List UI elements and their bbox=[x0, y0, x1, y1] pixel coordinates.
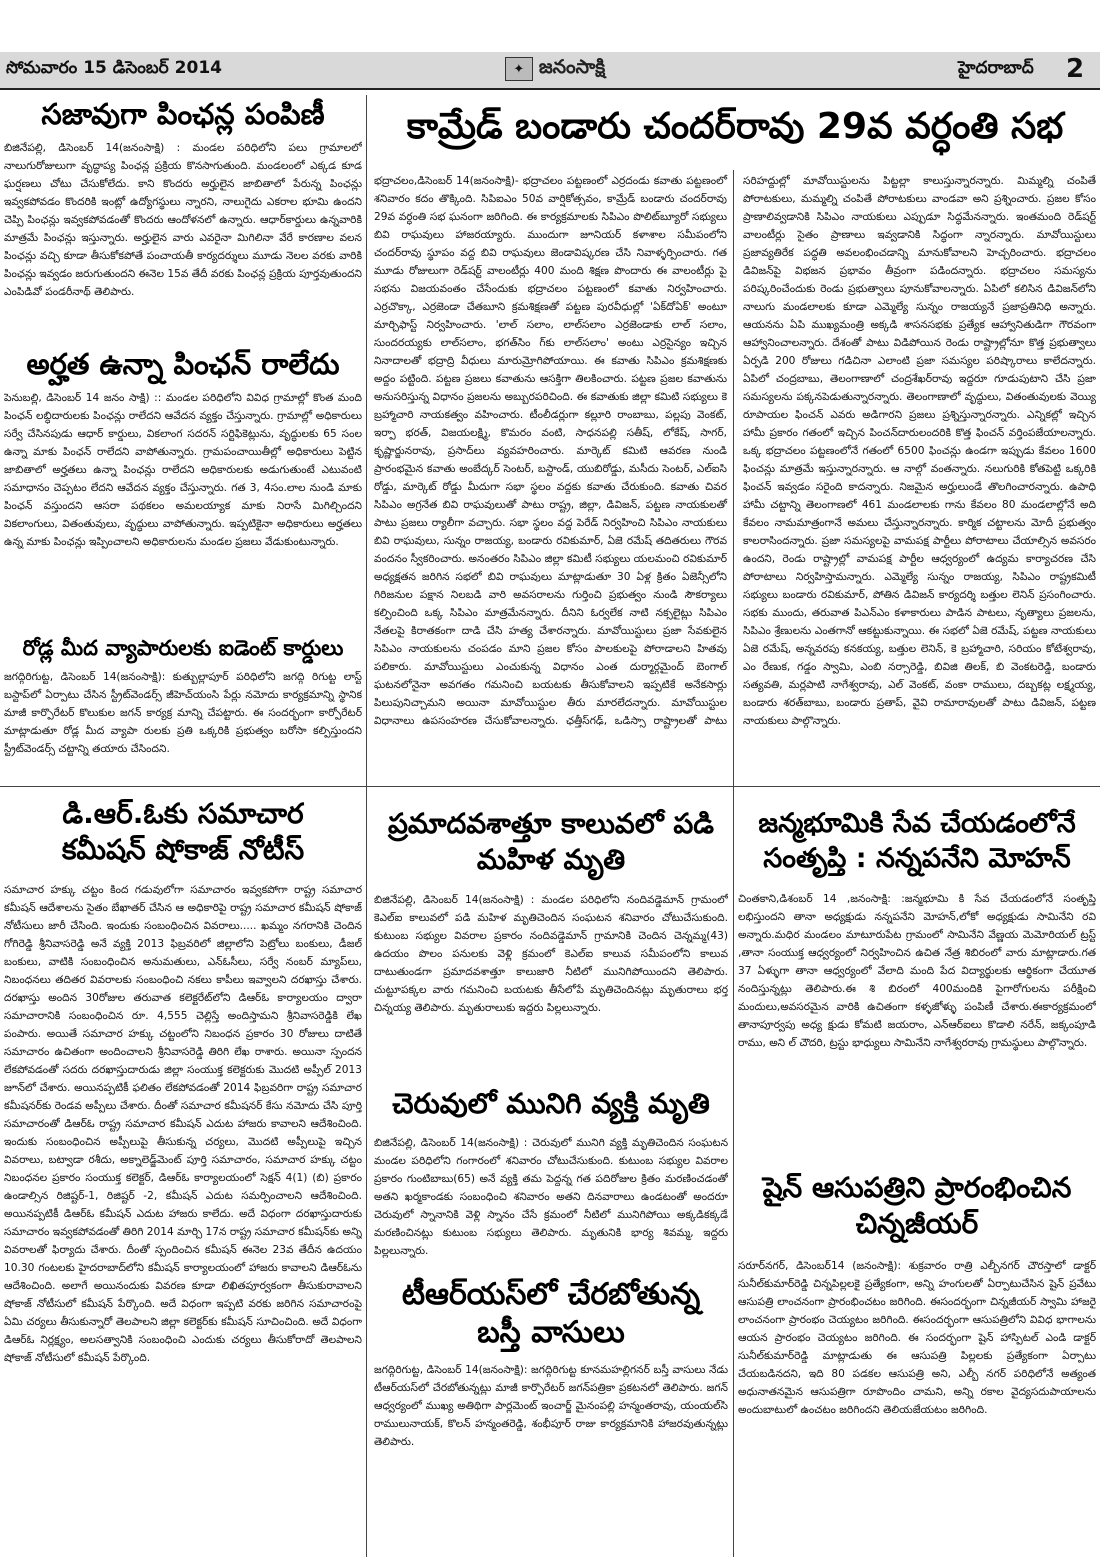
story-comrade-headline bbox=[374, 96, 1096, 166]
headline: కామ్రేడ్‌ బండారు చందర్‌రావు 29వ వర్ధంతి సభ bbox=[406, 106, 1064, 147]
headline: సజావుగా పింఛన్ల పంపిణీ bbox=[41, 98, 325, 131]
logo-text: జనంసాక్షి bbox=[538, 55, 606, 78]
issue-date: సోమవారం 15 డిసెంబర్ 2014 bbox=[6, 58, 222, 78]
masthead bbox=[0, 52, 1100, 88]
story-body: పెనుబల్లి, డిసెంబర్‌ 14 జనం సాక్షి) :: మండల పరిధిలోని వివిధ గ్రామాల్లో కొంత మంది పింఛన్‌ లబ్ధిదారులకు పింఛన్లు రాలేదని ఆవేదన వ్యక్తం చేస్తున్నారు. గ్రామాల్లో అధికారులు సర్వే చేసినపుడు ఆధార్‌ కార్డులు, వికలాంగ సదరన్‌ సర్టిఫికెట్లును, వృద్ధులకు 65 సంల ఉన్నా మాకు పింఛన్‌ రాలేదని వాపోతున్నారు. గ్రామపంచాయితీల్లో అధికారులు పెట్టిన జాబితాలో అర్హతలు ఉన్నా పింఛన్లు రాలేదని అధికారులకు అడుగుతుంటే ఎటువంటి సమాధానం చెప్పటం లేదని ఆవేదన వ్యక్తం చేస్తున్నారు. గత 3, 4సం.లాల నుండి మాకు పింఛన్‌ వస్తుందని ఆసరా పథకలం అమలయ్యాక మాకు నిరాసే మిగిల్చిందని వికలాంగులు, వితంతువులు, వృద్ధులు వాపోతున్నారు. ఇప్పటికైనా అధికారులు అర్హతలు ఉన్న మాకు పింఛన్లు ఇప్పించాలని అధికారులను మండల ప్రజలు వేడుకుంటున్నారు. bbox=[4, 392, 362, 549]
page-number: 2 bbox=[1066, 54, 1085, 84]
story-body: భద్రాచలం,డిసెంబర్‌ 14(జనంసాక్షి)- భద్రాచలం పట్టణంలో ఎర్రదండు కవాతు పట్టణంలో శనివారం కదం తొక్కింది. సిపిఐఎం 50వ వార్షికోత్సవం, కామ్రేడ్‌ బండారు చందర్‌రావు 29వ వర్ధంతి సభ ఘనంగా జరిగింది. ఈ కార్యక్రమాలకు సిపిఎం పొలిట్‌బ్యూరో సభ్యులు బివి రాఘవులు హాజరయ్యారు. ముందుగా జూనియర్‌ కళాశాల సమీపంలోని చందర్‌రావు స్థూపం వద్ద బివి రాఘవులు జెండావిష్కరణ చేసి నివాళ్ళర్పించారు. గత మూడు రోజులుగా రెడ్‌షర్ట్‌ వాలంటీర్లు 400 మంది శిక్షణ పొందారు ఈ వాలంటీర్లు పై సభను విజయవంతం చేసేందుకు భద్రాచలం పట్టణంలో కవాతు నిర్వహించారు. ఎర్రచొక్కా, ఎర్రజెండా చేతబూని క్రమశిక్షణతో పట్టణ పురవీధుల్లో 'ఏక్‌దోఏక్‌' అంటూ మార్చిఫాస్ట్‌ నిర్వహించారు. 'లాల్‌ సలాం, లాల్‌సలాం ఎర్రజెండాకు లాల్‌ సలాం, సుందరయ్యకు లాల్‌సలాం, భగత్‌సిం గ్‌కు లాల్‌సలాం' అంటు ఎర్రసైన్యం ఇచ్చిన నినాదాలతో భద్రాద్రి వీధులు మారుమ్రోగిపోయాయి. ఈ కవాతు సిపిఎం క్రమశిక్షణకు అద్దం పట్టింది. పట్టణ ప్రజలు కవాతును ఆసక్తిగా తిలకించారు. పట్టణ ప్రజల కవాతును అనుసరిస్తున్న విధానం ప్రజలను అబ్బురపరిచింది. ఈ కవాతుకు జిల్లా కమిటి సభ్యులు కె బ్రహ్మాచారి నాయకత్వం వహించారు. టీంలీడర్లుగా కల్లూరి రాంబాబు, పల్లపు వెంకట్‌, ఇర్పా భరత్‌, విజయలక్ష్మి, కొమరం వంటి, సాధనపల్లి సతీష్‌, లోకేష్‌, సాగర్‌, కృష్ణార్జునరావు, ప్రసాద్‌లు వ్యవహరించారు. మార్కెట్‌ కమిటి ఆవరణ నుండి ప్రారంభమైన కవాతు అంబేద్కర్‌ సెంటర్‌, బస్టాండ్‌, యుబిరోడ్డు, మసీదు సెంటర్‌, ఎల్‌ఐసి రోడ్డు, మార్కెట్‌ రోడ్డు మీదుగా సభా స్థలం వద్దకు కవాతు చేరుకుంది. కవాతు చివర సిపిఎం అగ్రనేత బివి రాఘవులుతో పాటు రాష్ట్ర, జిల్లా, డివిజన్‌, పట్టణ నాయకులతో పాటు ప్రజలు ర్యాలీగా వచ్చారు. సభా స్థలం వద్ద పెరేడ్‌ నిర్వహించి సిపిఎం నాయకులు బివి రాఘవులు, సున్నం రాజయ్య, బండారు రవికుమార్‌, ఏజె రమేష్‌ తదితరులు గౌరవ వందనం స్వీకరించారు. అనంతరం సిపిఎం జిల్లా కమిటీ సభ్యులు యలమంచి రవికుమార్‌ అధ్యక్షతన జరిగిన సభలో బివి రాఘవులు మాట్లాడుతూ 30 ఏళ్ల క్రితం ఏజెన్సీలోని గిరిజనుల పక్షాన నిలబడి వారి అవసరాలను గుర్తించి ప్రభుత్వం నుండి సౌకర్యాలు కల్పించింది ఒక్క సిపిఎం మాత్రమేనన్నారు. దీనిని ఓర్వలేక నాటి నక్సలైట్లు సిపిఎం నేతలపై కిరాతకంగా దాడి చేసి హత్య చేశారన్నారు. మావోయిస్టులు ప్రజా సేవకులైన సిపిఎం నాయకులను చంపడం మాని ప్రజల కోసం పాలకులపై పోరాడాలని హితవు పలికారు. మావోయిస్టులు ఎంచుకున్న విధానం ఎంత దుర్మార్గమైంద్‌ బెంగాల్‌ ఘటనలోనైనా అవగతం గమనించి బయటకు తీసుకోవాలని ఇప్పటికే అనేకసార్లు పిలుపునిచ్చామని అయినా మావోయిస్టుల తీరు మారలేదన్నారు. మావోయిస్టుల విధానాలు ఉపసంహరణ చేసుకోవాలన్నారు. ఛత్తీస్‌గఢ్‌, ఒడిస్సా రాష్ట్రాలతో పాటు సరిహద్దుల్లో మావోయిస్టులను పిట్టల్లా కాలుస్తున్నారన్నారు. మిమ్మల్ని చంపితే పోరాటకులు, మమ్మల్ని చంపితే పోరాటకులు వాండవా అని ప్రశ్నించారు. ప్రజల కోసం ప్రాణాలివ్వడానికి సిపిఎం నాయకులు ఎప్పుడూ సిద్ధమేనన్నారు. ఇంతమంది రెడ్‌షర్ట్‌ వాలంటీర్లు సైతం ప్రాణాలు ఇవ్వడానికి సిద్ధంగా న్నారన్నారు. మావోయిస్టులు ప్రజావ్యతిరేక పద్ధతి అవలంభించడాన్ని మానుకోవాలని హెచ్చరించారు. భద్రాచలం డివిజన్‌పై విభజన ప్రభావం తీవ్రంగా పడిందన్నారు. భద్రాచలం సమస్యను పరిష్కరించేందుకు రెండు ప్రభుత్వాలు పూనుకోవాలన్నారు. ఏపిలో కలిసిన డివిజన్‌లోని నాలుగు మండలాలకు కూడా ఎమ్మెల్యే సున్నం రాజయ్యనే ప్రజాప్రతినిధి అన్నారు. ఆయనను ఏపి ముఖ్యమంత్రి అక్కడి శాసనసభకు ప్రత్యేక ఆహ్వానితుడిగా గౌరవంగా ఆహ్వానించాలన్నారు. దేశంతో పాటు విడిపోయిన రెండు రాష్ట్రాల్లోనూ కొత్త ప్రభుత్వాలు ఏర్పడి 200 రోజులు గడిచినా ఎలాంటి ప్రజా సమస్యల పరిష్కారాలు కాలేదన్నారు. ఏపిలో చంద్రబాబు, తెలంగాణాలో చంద్రశేఖర్‌రావు ఇద్దరూ గూడుపుటాని చేసి ప్రజా సమస్యలను పక్కనపెడుతున్నారన్నారు. తెలంగాణాలో వృద్ధులు, వితంతువులకు వెయ్యి రూపాయల ఫించన్‌ ఎవరు అడిగారని ప్రజలు ప్రశ్నిస్తున్నారన్నారు. ఎన్నికల్లో ఇచ్చిన హామీ ప్రకారం గతంలో ఇచ్చిన పించన్‌దారులందరికి కొత్త ఫించన్‌ వర్తింపజేయాలన్నారు. ఒక్క భద్రాచలం పట్టణంలోనే గతంలో 6500 ఫించన్లు ఉండగా ఇప్పుడు కేవలం 1600 ఫించన్లు మాత్రమే ఇస్తున్నారన్నారు. ఆ నాల్గో వంతన్నారు. నలుగురికి కోతపెట్టి ఒక్కరికి ఫించన్‌ ఇవ్వడం సరైంది కాదన్నారు. నిజమైన అర్హులుండే తొలగించారన్నారు. ఉపాధి హామీ చట్టాన్ని తెలంగాణలో 461 మండలాలకు గాను కేవలం 80 మండలాల్లోనే అది కేవలం నామమాత్రంగానే అమలు చేస్తున్నారన్నారు. కార్మిక చట్టాలను మోదీ ప్రభుత్వం కాలరాసిందన్నారు. ప్రజా సమస్యలపై వామపక్ష పార్టీలు పోరాటాలు చేయాల్సిన అవసరం ఉందని, రెండు రాష్ట్రాల్లో వామపక్ష పార్టీల ఆధ్వర్యంలో ఉద్యమ కార్యాచరణ చేసి పోరాటాలు నిర్వహిస్తామన్నారు. ఎమ్మెల్యే సున్నం రాజయ్య, సిపిఎం రాష్ట్రకమిటీ సభ్యులు బండారు రవికుమార్‌, పోతిన డివిజన్‌ కార్యదర్శి బత్తుల లెనిన్‌ ప్రసంగించారు. సభకు ముందు, తరువాత పిఎన్‌ఎం కళాకారులు పాడిన పాటలు, నృత్యాలు ప్రజలను, సిపిఎం శ్రేణులను ఎంతగానో ఆకట్టుకున్నాయి. ఈ సభలో ఏజె రమేష్‌, పట్టణ నాయకులు ఏజె రమేష్‌, అన్నవరపు కనకయ్య, బత్తుల లెనిన్‌, కె బ్రహ్మాచారి, సరియం కోటేశ్వరావు, ఎం రేణుక, గడ్డం స్వామి, ఎంబి నర్సారెడ్డి, బివిజి తిలక్‌, బి వెంకటరెడ్డి, బండారు సత్యవతి, మర్లపాటి నాగేశ్వరావు, ఎల్‌ వెంకట్‌, వంకా రాములు, దబ్బకట్ల లక్ష్మయ్య, బండారు శరత్‌బాబు, బండారు ప్రతాప్‌, వైవి రామారావులతో పాటు డివిజన్‌, పట్టణ నాయకులు పాల్గొన్నారు. bbox=[374, 175, 1096, 727]
headline: జన్మభూమికి సేవ చేయడంలోనే సంతృప్తి : నన్నపనేని మోహన్‌ bbox=[758, 808, 1076, 875]
story-body: జగద్గిరిగుట్ట, డిసెంబర్‌ 14(జనంసాక్షి): కుత్బుల్లాపూర్‌ పరిధిలోని జగద్గి రిగుట్ట లాస్ట్‌ బస్టాప్‌లో ఏర్పాటు చేసిన స్ట్రీట్‌వెండర్స్‌ జీహెచ్‌యంసి పేర్లు నమోదు కార్యక్రమాన్ని స్థానిక మాజీ కార్పొరేటర్‌ కొలుకుల జగన్‌ కార్యక్ర మాన్ని చేపట్టారు. ఈ సందర్భంగా కార్పోరేటర్‌ మాట్లాడుతూ రోడ్ల మీద వ్యాపా రులకు ప్రతి ఒక్కరికి ప్రభుత్వం బరోసా కల్పిస్తుందని స్ట్రీట్‌వెండర్స్‌ చట్టాన్ని తయారు చేసిందని. bbox=[4, 671, 362, 756]
headline: టీఆర్‌యస్‌లో చేరబోతున్న బస్తీ వాసులు bbox=[401, 1277, 701, 1350]
story-comrade bbox=[374, 172, 1096, 780]
story-body: జగద్గిరిగుట్ట, డిసెంబర్‌ 14(జనంసాక్షి): జగద్గిరిగుట్ట కూనమహల్లిగనర్‌ బస్తీ వాసులు నేడు టీఆర్‌యస్‌లో చేరబోతున్నట్లు మాజీ కార్పొరేటర్‌ జగన్‌పత్రికా ప్రకటనలో తెలిపారు. జగన్‌ ఆధ్వర్యంలో ముఖ్య అతిథిగా పార్లమెంట్‌ ఇంచార్జ్‌ మైనంపల్లి హన్మంతరావు, యంయల్‌సి రాములునాయక్‌, కొలన్‌ హన్మంతరెడ్డి, శంభీపూర్‌ రాజు కార్యక్రమానికి హాజరవుతున్నట్లు తెలిపారు. bbox=[374, 1364, 728, 1448]
story-pension bbox=[4, 98, 362, 336]
story-body: బిజినేపల్లి, డిసెంబర్ 14(జనంసాక్షి) : మండల పరిధిలోని పలు గ్రామాలలో నాలుగురోజులుగా వృద్ధాప్య పింఛన్ల ప్రక్రియ కొనసాగుతుంది. మండలంలో ఎక్కడ కూడ ఘర్షణలు చోటు చేసుకోలేదు. కాని కొందరు అర్హులైన జాబితాలో పేరున్న పింఛన్లు ఇవ్వకపోవడం కొందరికి ఇంట్లో ఉద్యోగస్థులు న్నారని, నాలుగైదు ఎకరాల భూమి ఉందని చెప్పి పింఛన్లు ఇవ్వకపోవడంతో కొందరు ఆందోళనలో ఉన్నారు. ఆధార్‌కార్డులు ఉన్నవారికి మాత్రమే పింఛన్లు ఇస్తున్నారు. అర్హులైన వారు ఎవరైనా మిగిలినా వేరే కారణాల వలన పింఛన్లు వచ్చి కూడా తీసుకోకపోతే పంచాయతీ కార్యదర్శులు మూడు నెలల వరకు వారికి పింఛన్లు ఇవ్వడం జరుగుతుందని ఈనెల 15వ తేదీ వరకు పింఛన్ల ప్రక్రియ పూర్తవుతుందని ఎంపిడివో పండరీనాథ్‌ తెలిపారు. bbox=[4, 142, 362, 299]
logo-emblem-icon: ✦ bbox=[505, 57, 533, 81]
column-divider bbox=[366, 95, 367, 1557]
story-janmabhoomi bbox=[738, 796, 1096, 1158]
edition-city: హైదరాబాద్ bbox=[958, 58, 1034, 78]
headline: అర్హత ఉన్నా పింఛన్‌ రాలేదు bbox=[26, 348, 340, 381]
story-shine-hospital bbox=[738, 1164, 1096, 1556]
story-body: బిజినేపల్లి, డిసెంబర్‌ 14(జనంసాక్షి) : చెరువులో మునిగి వ్యక్తి మృతిచెందిన సంఘటన మండల పరిధిలోని గంగారంలో శనివారం చోటుచేసుకుంది. కుటుంబ సభ్యుల వివరాల ప్రకారం గుంటిబాబు(65) అనే వ్యక్తి తమ పెద్దన్న గత పదిరోజుల క్రితం మరణించడంతో అతని ఖర్మకాండకు సంబంధించి శనివారం అతని దినవారాలు ఉండటంతో అందరూ చెరువులో స్నానానికి వెళ్లి స్నానం చేసే క్రమంలో నీటిలో మునిగిపోయి అక్కడికక్కడే మరణించినట్లు కుటుంబ సభ్యులు తెలిపారు. మృతునికి భార్య శివమ్మ, ఇద్దరు పిల్లలున్నారు. bbox=[374, 1137, 728, 1258]
headline: రోడ్ల మీద వ్యాపారులకు ఐడెంట్‌ కార్డులు bbox=[22, 636, 344, 660]
story-rti-notice bbox=[4, 796, 362, 1556]
headline: చెరువులో మునిగి వ్యక్తి మృతి bbox=[392, 1087, 710, 1120]
story-eligible-no-pension bbox=[4, 348, 362, 630]
headline: షైన్‌ ఆసుపత్రిని ప్రారంభించిన చిన్నజీయర్‌ bbox=[762, 1171, 1072, 1241]
story-body: బిజినేపల్లి, డిసెంబర్‌ 14(జనంసాక్షి) : మండల పరిధిలోని నందివడ్డెమాన్‌ గ్రామంలో కెఎల్‌ఐ కాలువలో పడి మహిళ మృతిచెందిన సంఘటన శనివారం చోటుచేసుకుంది. కుటుంబ సభ్యుల వివరాల ప్రకారం నందివడ్డెమాన్‌ గ్రామానికి చెందిన చెన్నమ్మ(43) ఉదయం పొలం పనులకు వెళ్లి క్రమంలో కెఎల్‌ఐ కాలువ సమీపంలోని కాలువ దాటుతుండగా ప్రమాదవశాత్తూ కాలుజారి నీటిలో మునిగిపోయిందని తెలిపారు. చుట్టూపక్కల వారు గమనించి బయటకు తీసేలోపే మృతిచెందినట్లు మృతురాలు భర్త చిన్నయ్య తెలిపారు. మృతురాలుకు ఇద్దరు పిల్లలున్నారు. bbox=[374, 893, 728, 1014]
story-canal-death bbox=[374, 796, 728, 1072]
section-divider bbox=[0, 786, 1100, 787]
story-body: చింతకాని,డిశంబర్‌ 14 ,జనంసాక్షి: :జన్మభూమి కి సేవ చేయడంలోనే సంతృప్తి లభిస్తుందని తానా అధ్యక్షుడు నన్నపనేని మోహన్‌,లోకో అధ్యక్షుడు సామినేని రవి అన్నారు.మధిర మండలం మాటూరుపేట గ్రామంలో సామినేని వేణ్ణయ మెమోరియల్‌ ట్రస్ట్‌ ,తానా సంయుక్త ఆధ్వర్యంలో నిర్వహించిన ఉచిత నేత్ర శిబిరంలో వారు మాట్లాడారు.గత 37 ఏళ్ళుగా తానా ఆధ్వర్యంలో వేలాది మంది పేద విద్యార్థులకు ఆర్థికంగా చేయూత నందిస్తున్నట్లు తెలిపారు.ఈ శి బిరంలో 400మందికి పైగారోగులను పరీక్షించి మందులు,అవసరమైన వారికి ఉచితంగా కళ్ళజోళ్ళు పంపిణీ చేశారు.ఈకార్యక్రమంలో తానాపూర్వపు అధ్య క్షుడు కోమటి జయరాం, ఎన్‌ఆర్‌ఐలు కొడాలి నరేన్‌, జక్కంపూడి రాము, అని ల్‌ చౌదరి, ట్రస్టు భాధ్యులు సామినేని నాగేశ్వరరావు గ్రామస్థులు పాల్గొన్నారు. bbox=[738, 893, 1096, 1050]
story-pond-death bbox=[374, 1080, 728, 1266]
headline: డి.ఆర్‌.ఓకు సమాచార కమీషన్‌ షోకాజ్‌ నోటీస్ bbox=[61, 797, 305, 867]
headline: ప్రమాదవశాత్తూ కాలువలో పడి మహిళ మృతి bbox=[387, 807, 715, 877]
story-body: సరూర్‌నగర్‌, డిసెంబర్‌14 (జనంసాక్షి): శుక్రవారం రాత్రి ఎల్బీనగర్‌ చౌరస్తాలో డాక్టర్‌ సునీల్‌కుమార్‌రెడ్డి చిన్నపిల్లలకై ప్రత్యేకంగా, అన్ని హంగులతో ఏర్పాటుచేసిన షైన్‌ ప్రవేటు ఆసుపత్రి లాంచనంగా ప్రారంభించటం జరిగింది. ఈసందర్భంగా చిన్నజీయర్‌ స్వామి హాజరై లాంచనంగా ప్రారంభం చెయ్యటం జరిగింది. ఈసందర్భంగా ఆసుపత్రిలోని వివిధ భాగాలను ఆయన ప్రారంభం చెయ్యటం జరిగింది. ఈ సందర్భంగా షైన్‌ హాస్పిటల్‌ ఎండి డాక్టర్‌ సునీల్‌కుమార్‌రెడ్డి మాట్లాడుతు ఈ ఆసుపత్రి పిల్లలకు ప్రత్యేకంగా ఏర్పాటు చేయబడినదని, ఇది 80 పడకల ఆసుపత్రి అని, ఎల్బీ నగర్‌ పరిధిలోనే అత్యంత అధునాతనమైన ఆసుపత్రిగా రూపొందిం చామని, అన్ని రకాల వైద్యసదుపాయాలను అందుబాటులో ఉంచటం జరిగిందని తెలియజేయటం జరిగింది. bbox=[738, 1259, 1096, 1416]
story-body: సమాచార హక్కు చట్టం కింద గడువులోగా సమాచారం ఇవ్వకపోగా రాష్ట్ర సమాచార కమీషన్‌ ఆదేశాలను సైతం బేఖాతర్ చేసిన ఆ అధికారిపై రాష్ట్ర సమాచార కమీషన్‌ షోకాజ్‌ నోటీసులు జారీ చేసింది. ఇందుకు సంబంధించిన వివరాలు..... ఖమ్మం నగరానికి చెందిన గోగిరెడ్డి శ్రీనివాసరెడ్డి అనే వ్యక్తి 2013 ఫిబ్రవరిలో జిల్లాలోని పెట్రోలు బంకులు, డీజల్‌ బంకులు, వాటికి సంబంధించిన అనుమతులు, ఎన్‌ఓసీలు, సర్వే నంబర్‌ మ్యాప్‌లు, నిబంధనలు తదితర వివరాలకు సంబంధించి నకలు కాపీలు ఇవ్వాలని దరఖాస్తు చేశారు. దరఖాస్తు అందిన 30రోజుల తరువాత కలెక్టరేట్‌లోని డిఆర్‌ఓ కార్యాలయం ద్వారా సమాచారానికి సంబంధించిన రూ. 4,555 చెల్లిస్తే అందిస్తామని శ్రీనివాసరెడ్డికి లేఖ పంపారు. అయితే సమాచార హక్కు చట్టంలోని నిబంధన ప్రకారం 30 రోజులు దాటితే సమాచారం ఉచితంగా అందించాలని శ్రీనివాసరెడ్డి తిరిగి లేఖ రాశారు. అయినా స్పందన లేకపోవడంతో సదరు దరఖాస్తుదారుడు జిల్లా సంయుక్త కలెక్టరుకు మొదటి అప్పీల్‌ 2013 జూన్‌లో చేశారు. అయినప్పటికీ ఫలితం లేకపోవడంతో 2014 ఫిబ్రవరిగా రాష్ట్ర సమాచార కమీషనర్‌కు రెండవ అప్పీలు చేశారు. దీంతో సమాచార కమీషనర్‌ కేసు నమోదు చేసి పూర్తి సమాచారంతో డిఆర్‌ఓ రాష్ట్ర సమాచార కమీషన్‌ ఎదుట హాజరు కావాలని ఆదేశించింది. ఇందుకు సంబంధించిన అప్పీలుపై తీసుకున్న చర్యలు, మొదటి అప్పీలుపై ఇచ్చిన వివరాలు, బట్వాడా రశీదు, అక్నాలెడ్జ్‌మెంట్‌ పూర్తి సమాచారం, సమాచార హక్కు చట్టం నిబంధనల ప్రకారం సంయుక్త కలెక్టర్‌, డిఆర్‌ఓ కార్యాలయంలో సెక్షన్‌ 4(1) (బి) ప్రకారం ఉండాల్సిన రిజిష్టర్‌-1, రిజిష్టర్‌ -2, కమీషన్‌ ఎదుట సమర్పించాలని ఆదేశించింది. అయినప్పటికీ డిఆర్‌ఓ కమీషన్‌ ఎదుట హాజరు కాలేదు. అదే విధంగా దరఖాస్తుదారుకు సమాచారం ఇవ్వకపోవడంతో తిరిగి 2014 మార్చి 17న రాష్ట్ర సమాచార కమీషన్‌కు అన్ని వివరాలతో ఫిర్యాదు చేశారు. దీంతో స్పందించిన కమీషన్‌ ఈనెల 23వ తేదీన ఉదయం 10.30 గంటలకు హైదరాబాద్‌లోని కమీషన్‌ కార్యాలయంలో హాజరు కావాలని డిఆర్‌ఓను ఆదేశించింది. అలాగే అయినందుకు వివరణ కూడా లిఖితపూర్వకంగా తీసుకురావాలని షోకాజ్‌ నోటీసులో కమీషన్‌ పేర్కొంది. అదే విధంగా ఇప్పటి వరకు జరిగిన సమాచారంపై ఏమి చర్యలు తీసుకున్నారో తెలపాలని జిల్లా కలెక్టర్‌కు కమీషన్‌ సూచించింది. అదే విధంగా డిఆర్‌ఓ నిర్లక్ష్యం, అలసత్వానికి సంబంధించి ఎందుకు చర్యలు తీసుకోరాదో తెలపాలని షోకాజ్‌ నోటీసులో కమీషన్‌ పేర్కొంది. bbox=[4, 883, 362, 1364]
newspaper-logo bbox=[480, 52, 630, 86]
story-vendor-id-cards bbox=[4, 636, 362, 782]
story-trs-join bbox=[374, 1270, 728, 1556]
